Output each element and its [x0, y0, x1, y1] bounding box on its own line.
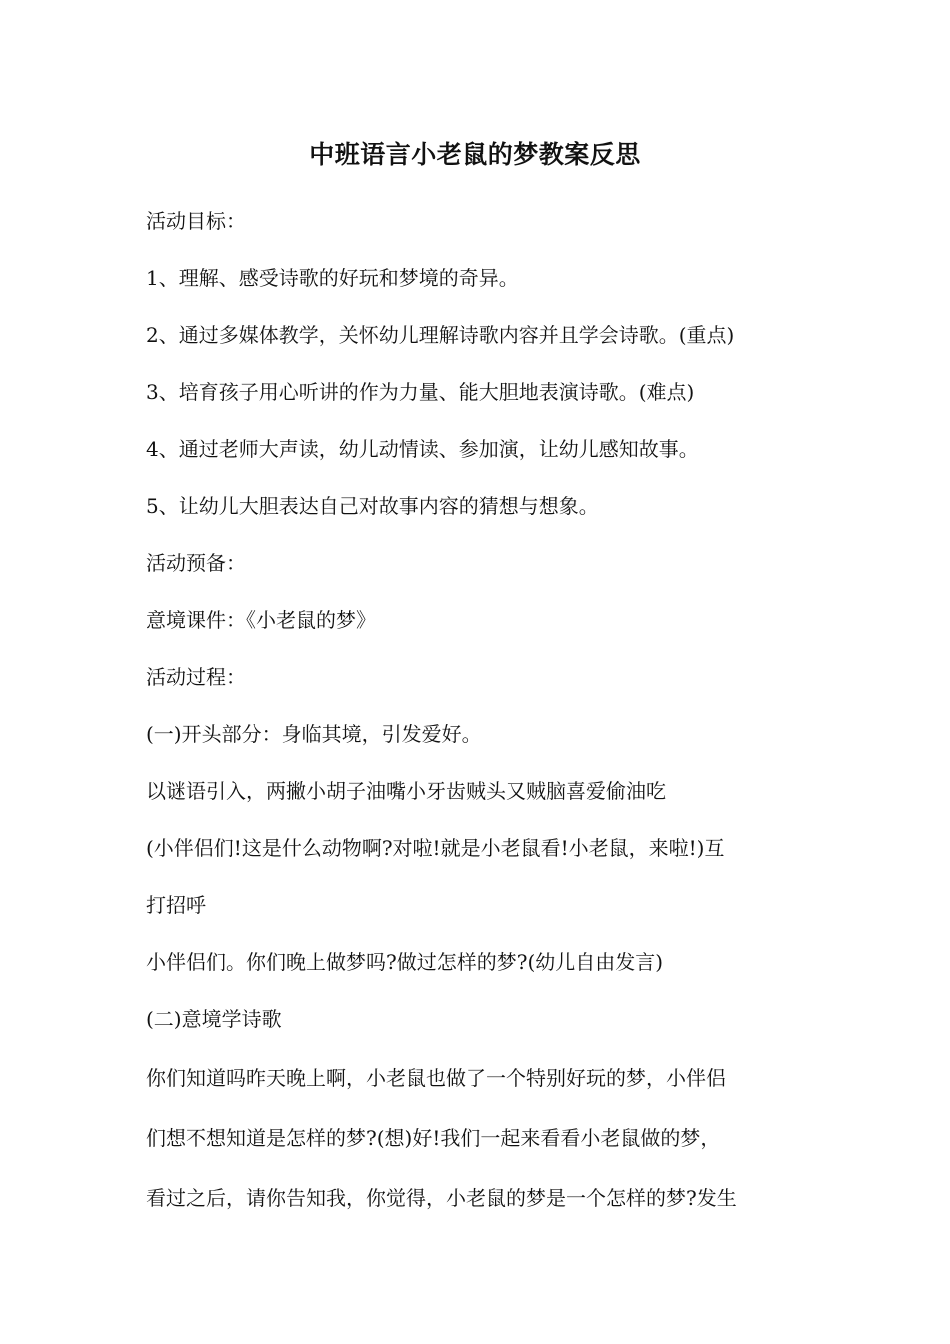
text-line: 打招呼 — [146, 893, 206, 917]
text-line: 4、通过老师大声读，幼儿动情读、参加演，让幼儿感知故事。 — [146, 437, 699, 461]
text-line: 2、通过多媒体教学，关怀幼儿理解诗歌内容并且学会诗歌。(重点) — [146, 323, 735, 347]
text-line: 你们知道吗昨天晚上啊，小老鼠也做了一个特别好玩的梦，小伴侣 — [146, 1066, 726, 1090]
text-line: 看过之后，请你告知我，你觉得，小老鼠的梦是一个怎样的梦?发生 — [146, 1186, 737, 1210]
text-line: 小伴侣们。你们晚上做梦吗?做过怎样的梦?(幼儿自由发言) — [146, 950, 664, 974]
text-line: 活动过程： — [146, 665, 246, 689]
text-line: 3、培育孩子用心听讲的作为力量、能大胆地表演诗歌。(难点) — [146, 380, 695, 404]
text-line: (二)意境学诗歌 — [146, 1007, 282, 1031]
document-title: 中班语言小老鼠的梦教案反思 — [309, 140, 641, 169]
text-line: 们想不想知道是怎样的梦?(想)好!我们一起来看看小老鼠做的梦， — [146, 1126, 721, 1150]
text-line: (一)开头部分：身临其境，引发爱好。 — [146, 722, 482, 746]
text-line: 活动预备： — [146, 551, 246, 575]
text-line: 1、理解、感受诗歌的好玩和梦境的奇异。 — [146, 266, 519, 290]
text-line: 活动目标： — [146, 209, 246, 233]
text-line: 5、让幼儿大胆表达自己对故事内容的猜想与想象。 — [146, 494, 599, 518]
text-line: 以谜语引入，两撇小胡子油嘴小牙齿贼头又贼脑喜爱偷油吃 — [146, 779, 666, 803]
text-line: 意境课件：《小老鼠的梦》 — [146, 608, 376, 632]
text-line: (小伴侣们!这是什么动物啊?对啦!就是小老鼠看!小老鼠，来啦!)互 — [146, 836, 725, 860]
